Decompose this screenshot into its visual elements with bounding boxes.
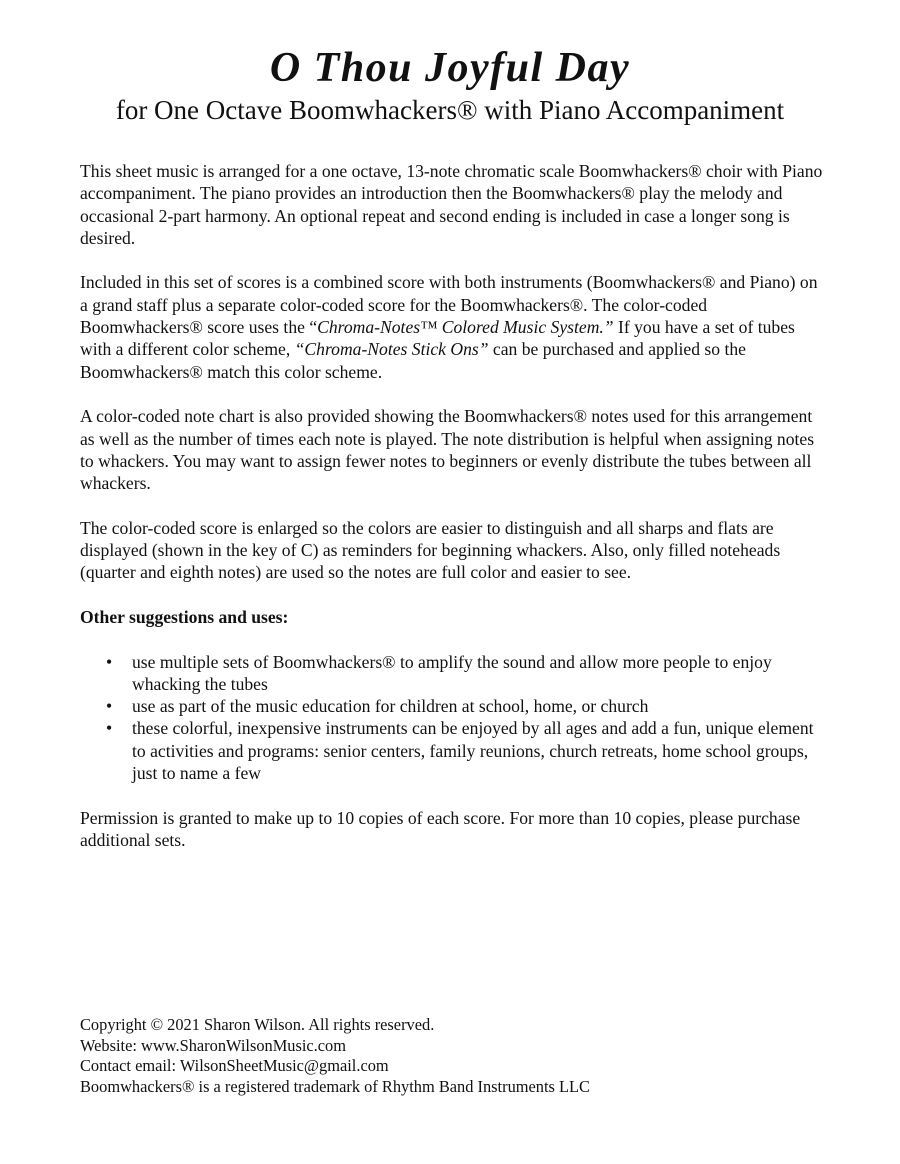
bullet-icon: • [106,651,113,672]
page-title: O Thou Joyful Day [269,45,631,91]
list-item-text: use multiple sets of Boomwhackers® to amplify the sound and allow more people to enjoy whacking the tubes [132,651,772,694]
trademark-line: Boomwhackers® is a registered trademark of Rhythm Band Instruments LLC [80,1076,590,1096]
copyright-line: Copyright © 2021 Sharon Wilson. All rights reserved. [80,1015,435,1034]
intro-paragraph: This sheet music is arranged for a one octave, 13-note chromatic scale Boomwhackers® choir with Piano accompaniment. The piano provides an introduction then the Boomwhackers® play the melody and occasional 2-part harmony. An optional repeat and second ending is included in case a longer song is desired. [80,161,823,248]
scores-paragraph-text-1: Included in this set of scores is a combined score with both instruments (Boomwhackers® and Piano) on a grand staff plus a separate color-coded score for the Boomwhackers®. The color-coded Boomwhackers® score uses the “ [80,272,818,338]
list-item [106,695,825,717]
bullet-icon: • [106,718,113,739]
contact-email-line: Contact email: WilsonSheetMusic@gmail.com [80,1056,389,1075]
permission-paragraph: Permission is granted to make up to 10 copies of each score. For more than 10 copies, please purchase additional sets. [80,807,801,850]
scores-paragraph-text-2: If you have a set of tubes with a different color scheme, [80,317,795,360]
list-item-text: use as part of the music education for children at school, home, or church [132,696,649,717]
chroma-notes-stick-ons-name: “Chroma-Notes Stick Ons” [294,339,489,360]
suggestions-list [80,651,825,785]
list-item [106,717,825,784]
document-body [80,160,825,874]
color-score-paragraph: The color-coded score is enlarged so the colors are easier to distinguish and all sharps and flats are displayed (shown in the key of C) as reminders for beginning whackers. Also, only filled noteheads (quarter and eighth notes) are used so the notes are full color and easier to see. [80,517,781,583]
list-item [106,651,825,696]
bullet-icon: • [106,696,113,717]
note-chart-paragraph: A color-coded note chart is also provided showing the Boomwhackers® notes used for this arrangement as well as the number of times each note is played. The note distribution is helpful when assigning notes to whackers. You may want to assign fewer notes to beginners or evenly distribute the tubes between all whackers. [80,406,815,494]
scores-paragraph [80,271,825,382]
list-item-text: these colorful, inexpensive instruments can be enjoyed by all ages and add a fun, unique element to activities and programs: senior centers, family reunions, church retreats, home school groups, just to name a few [132,718,814,784]
footer [80,1015,840,1097]
page-subtitle: for One Octave Boomwhackers® with Piano Accompaniment [115,95,785,125]
chroma-notes-system-name: Chroma-Notes™ Colored Music System.” [317,317,614,338]
suggestions-heading: Other suggestions and uses: [80,606,289,627]
scores-paragraph-text-3: can be purchased and applied so the Boomwhackers® match this color scheme. [80,339,746,382]
website-line: Website: www.SharonWilsonMusic.com [80,1035,347,1055]
